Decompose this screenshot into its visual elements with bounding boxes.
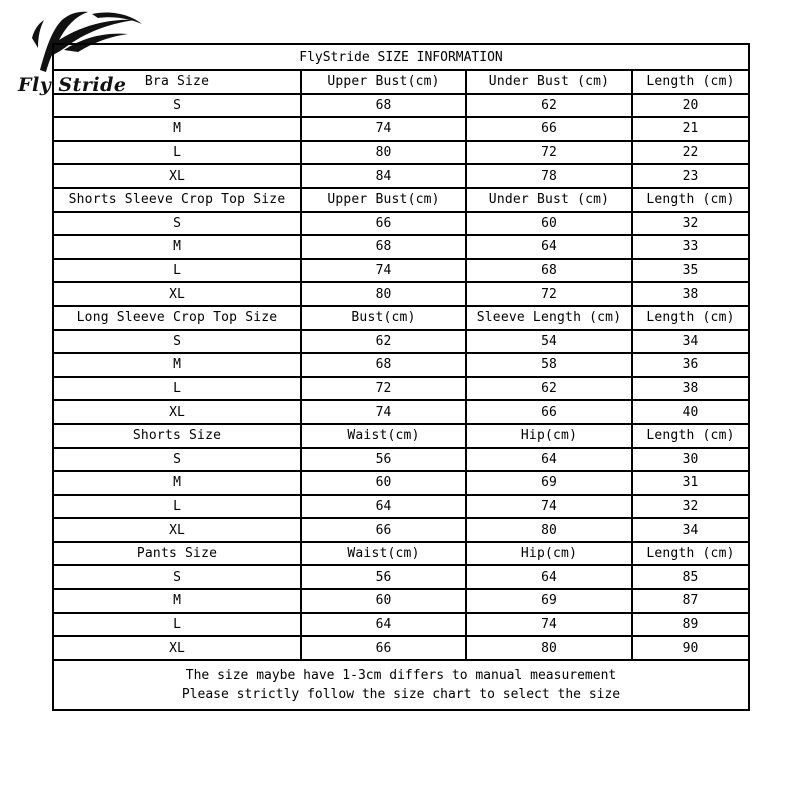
measurement-cell: 38: [632, 377, 749, 401]
measurement-cell: 74: [301, 259, 466, 283]
column-header: Upper Bust(cm): [301, 70, 466, 94]
column-header: Hip(cm): [466, 542, 632, 566]
column-header: Long Sleeve Crop Top Size: [53, 306, 301, 330]
table-row: [53, 448, 749, 472]
measurement-cell: 78: [466, 164, 632, 188]
measurement-cell: 80: [301, 282, 466, 306]
size-label-cell: XL: [53, 164, 301, 188]
size-label-cell: M: [53, 471, 301, 495]
table-row: [53, 141, 749, 165]
table-row: [53, 259, 749, 283]
measurement-cell: 74: [466, 613, 632, 637]
size-label-cell: M: [53, 235, 301, 259]
measurement-cell: 23: [632, 164, 749, 188]
measurement-cell: 84: [301, 164, 466, 188]
measurement-cell: 20: [632, 94, 749, 118]
measurement-cell: 34: [632, 518, 749, 542]
size-label-cell: M: [53, 589, 301, 613]
column-header: Waist(cm): [301, 542, 466, 566]
measurement-cell: 72: [301, 377, 466, 401]
measurement-cell: 80: [466, 518, 632, 542]
measurement-cell: 74: [466, 495, 632, 519]
measurement-cell: 33: [632, 235, 749, 259]
note-line: Please strictly follow the size chart to select the size: [181, 686, 621, 702]
column-header: Bust(cm): [301, 306, 466, 330]
table-row: [53, 117, 749, 141]
column-header: Under Bust (cm): [466, 70, 632, 94]
size-label-cell: L: [53, 377, 301, 401]
measurement-cell: 64: [466, 448, 632, 472]
table-row: [53, 212, 749, 236]
size-label-cell: XL: [53, 518, 301, 542]
size-label-cell: M: [53, 353, 301, 377]
size-label-cell: S: [53, 565, 301, 589]
measurement-cell: 66: [301, 212, 466, 236]
title-row: [53, 44, 749, 70]
table-row: [53, 471, 749, 495]
column-header: Shorts Sleeve Crop Top Size: [53, 188, 301, 212]
column-header: Sleeve Length (cm): [466, 306, 632, 330]
measurement-cell: 68: [301, 353, 466, 377]
column-header: Pants Size: [53, 542, 301, 566]
measurement-cell: 69: [466, 471, 632, 495]
notes-row: [53, 660, 749, 710]
measurement-cell: 74: [301, 400, 466, 424]
measurement-cell: 38: [632, 282, 749, 306]
measurement-cell: 66: [301, 636, 466, 660]
measurement-cell: 89: [632, 613, 749, 637]
size-label-cell: S: [53, 212, 301, 236]
table-row: [53, 565, 749, 589]
table-row: [53, 400, 749, 424]
size-label-cell: M: [53, 117, 301, 141]
measurement-cell: 68: [466, 259, 632, 283]
table-row: [53, 589, 749, 613]
column-header: Length (cm): [632, 188, 749, 212]
measurement-cell: 68: [301, 94, 466, 118]
measurement-cell: 32: [632, 495, 749, 519]
column-header: Length (cm): [632, 306, 749, 330]
section-header-row: [53, 306, 749, 330]
column-header: Waist(cm): [301, 424, 466, 448]
measurement-cell: 56: [301, 565, 466, 589]
table-row: [53, 377, 749, 401]
table-row: [53, 495, 749, 519]
note-line: The size maybe have 1-3cm differs to manual measurement: [185, 667, 617, 683]
column-header: Upper Bust(cm): [301, 188, 466, 212]
measurement-cell: 87: [632, 589, 749, 613]
measurement-cell: 66: [466, 400, 632, 424]
measurement-cell: 60: [301, 471, 466, 495]
measurement-cell: 40: [632, 400, 749, 424]
table-row: [53, 613, 749, 637]
measurement-cell: 31: [632, 471, 749, 495]
measurement-cell: 35: [632, 259, 749, 283]
table-row: [53, 330, 749, 354]
column-header: Length (cm): [632, 70, 749, 94]
measurement-cell: 74: [301, 117, 466, 141]
measurement-cell: 80: [466, 636, 632, 660]
size-label-cell: L: [53, 141, 301, 165]
measurement-cell: 90: [632, 636, 749, 660]
measurement-cell: 60: [301, 589, 466, 613]
measurement-cell: 64: [466, 235, 632, 259]
size-chart-table: [52, 43, 750, 711]
measurement-cell: 66: [466, 117, 632, 141]
measurement-cell: 62: [466, 377, 632, 401]
size-label-cell: S: [53, 330, 301, 354]
measurement-cell: 58: [466, 353, 632, 377]
measurement-cell: 32: [632, 212, 749, 236]
measurement-cell: 64: [301, 613, 466, 637]
measurement-cell: 69: [466, 589, 632, 613]
measurement-cell: 72: [466, 282, 632, 306]
table-row: [53, 353, 749, 377]
size-label-cell: L: [53, 259, 301, 283]
size-notes: [53, 660, 749, 710]
measurement-cell: 22: [632, 141, 749, 165]
measurement-cell: 85: [632, 565, 749, 589]
section-header-row: [53, 542, 749, 566]
table-row: [53, 94, 749, 118]
column-header: Shorts Size: [53, 424, 301, 448]
table-row: [53, 282, 749, 306]
size-label-cell: S: [53, 448, 301, 472]
section-header-row: [53, 70, 749, 94]
column-header: Length (cm): [632, 424, 749, 448]
column-header: Under Bust (cm): [466, 188, 632, 212]
measurement-cell: 36: [632, 353, 749, 377]
measurement-cell: 54: [466, 330, 632, 354]
measurement-cell: 80: [301, 141, 466, 165]
measurement-cell: 30: [632, 448, 749, 472]
measurement-cell: 68: [301, 235, 466, 259]
table-title: FlyStride SIZE INFORMATION: [53, 44, 749, 70]
column-header: Hip(cm): [466, 424, 632, 448]
measurement-cell: 64: [301, 495, 466, 519]
measurement-cell: 66: [301, 518, 466, 542]
table-row: [53, 235, 749, 259]
size-label-cell: L: [53, 495, 301, 519]
table-row: [53, 518, 749, 542]
measurement-cell: 64: [466, 565, 632, 589]
measurement-cell: 34: [632, 330, 749, 354]
measurement-cell: 21: [632, 117, 749, 141]
measurement-cell: 72: [466, 141, 632, 165]
size-label-cell: XL: [53, 282, 301, 306]
column-header: Bra Size: [53, 70, 301, 94]
size-label-cell: S: [53, 94, 301, 118]
measurement-cell: 56: [301, 448, 466, 472]
size-label-cell: L: [53, 613, 301, 637]
table-row: [53, 636, 749, 660]
column-header: Length (cm): [632, 542, 749, 566]
brand-logo-text: Fly Stride: [18, 74, 127, 96]
section-header-row: [53, 424, 749, 448]
measurement-cell: 62: [301, 330, 466, 354]
section-header-row: [53, 188, 749, 212]
size-label-cell: XL: [53, 400, 301, 424]
measurement-cell: 62: [466, 94, 632, 118]
size-label-cell: XL: [53, 636, 301, 660]
table-row: [53, 164, 749, 188]
measurement-cell: 60: [466, 212, 632, 236]
